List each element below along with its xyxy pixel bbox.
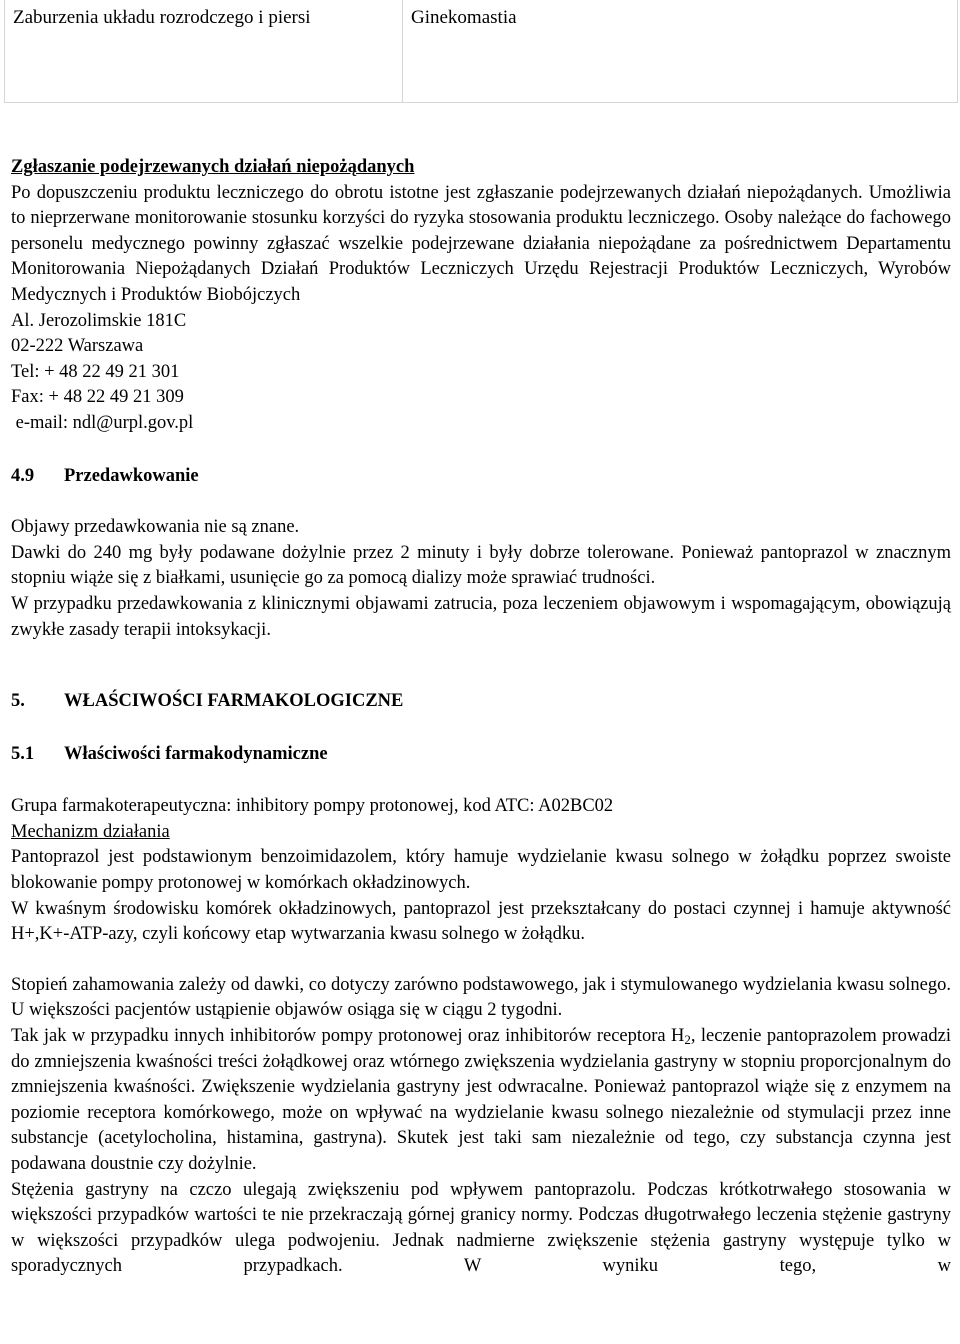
address-line: e-mail: ndl@urpl.gov.pl (11, 412, 194, 433)
overdose-paragraph: W przypadku przedawkowania z klinicznymi objawami zatrucia, poza leczeniem objawowym i wspomagającym, obowiązują zwykłe zasady terapii intoksykacji. (11, 593, 951, 640)
section-5-heading (11, 689, 951, 715)
table-cell-organ-class: Zaburzenia układu rozrodczego i piersi (5, 0, 403, 103)
adverse-reactions-table-row (4, 0, 958, 103)
address-line: Fax: + 48 22 49 21 309 (11, 387, 184, 408)
paragraph-text: , leczenie pantoprazolem prowadzi do zmniejszenia kwaśności treści żołądkowej oraz wtórnego zwiększenia wydzielania gastryny w stopniu proporcjonalnym do zmniejszenia kwaśności. Zwiększenie wydzielania gastryny jest odwracalne. Ponieważ pantoprazol wiąże się z enzymem na poziomie receptora komórkowego, może on wpływać na wydzielanie kwasu solnego niezależnie od stymulacji przez inne substancje (acetylocholina, histamina, gastryna). Skutek jest taki sam niezależnie od tego, czy substancja czynna jest podawana doustnie czy dożylnie. (11, 1026, 951, 1174)
address-line: 02-222 Warszawa (11, 336, 144, 357)
overdose-paragraph: Objawy przedawkowania nie są znane. (11, 517, 300, 538)
pharmacodynamic-paragraph: Stopień zahamowania zależy od dawki, co dotyczy zarówno podstawowego, jak i stymulowanego wydzielania kwasu solnego. U większości pacjentów ustąpienie objawów osiąga się w ciągu 2 tygodni. (11, 974, 951, 1021)
pharmacodynamic-paragraph (11, 1024, 951, 1178)
section-5-1-heading (11, 742, 951, 768)
section-title: WŁAŚCIWOŚCI FARMAKOLOGICZNE (64, 691, 404, 712)
reporting-heading: Zgłaszanie podejrzewanych działań niepożądanych (11, 157, 415, 177)
mechanism-paragraph: W kwaśnym środowisku komórek okładzinowych, pantoprazol jest przekształcany do postaci czynnej i hamuje aktywność H+,K+-ATP-azy, czyli końcowy etap wytwarzania kwasu solnego w żołądku. (11, 898, 951, 945)
pharmacodynamic-paragraph: Stężenia gastryny na czczo ulegają zwiększeniu pod wpływem pantoprazolu. Podczas krótkotrwałego stosowania w większości przypadków wartości te nie przekraczają górnej granicy normy. Podczas długotrwałego leczenia stężenie gastryny w większości przypadków ulega podwojeniu. Jednak nadmierne zwiększenie stężenia gastryny występuje tylko w sporadycznych przypadkach. W wyniku tego, w (11, 1179, 951, 1277)
address-line: Al. Jerozolimskie 181C (11, 310, 187, 331)
section-number: 4.9 (11, 465, 35, 486)
document-body (11, 155, 951, 1280)
section-title: Przedawkowanie (64, 465, 199, 486)
section-number: 5.1 (11, 743, 35, 764)
table-cell-reaction: Ginekomastia (403, 0, 958, 103)
section-title: Właściwości farmakodynamiczne (64, 743, 328, 764)
pharmacotherapeutic-group: Grupa farmakoterapeutyczna: inhibitory pompy protonowej, kod ATC: A02BC02 (11, 796, 614, 817)
section-4-9-heading (11, 464, 951, 490)
subscript: 2 (684, 1032, 691, 1048)
section-number: 5. (11, 691, 25, 712)
paragraph-text: Tak jak w przypadku innych inhibitorów pompy protonowej oraz inhibitorów receptora H (11, 1026, 685, 1047)
address-line: Tel: + 48 22 49 21 301 (11, 361, 180, 382)
mechanism-paragraph: Pantoprazol jest podstawionym benzoimidazolem, który hamuje wydzielanie kwasu solnego w żołądku poprzez swoiste blokowanie pompy protonowej w komórkach okładzinowych. (11, 847, 951, 894)
mechanism-heading: Mechanizm działania (11, 821, 170, 842)
overdose-paragraph: Dawki do 240 mg były podawane dożylnie przez 2 minuty i były dobrze tolerowane. Ponieważ pantoprazol w znacznym stopniu wiąże się z białkami, usunięcie go za pomocą dializy może sprawiać trudności. (11, 542, 951, 589)
reporting-paragraph: Po dopuszczeniu produktu leczniczego do obrotu istotne jest zgłaszanie podejrzewanych działań niepożądanych. Umożliwia to nieprzerwane monitorowanie stosunku korzyści do ryzyka stosowania produktu leczniczego. Osoby należące do fachowego personelu medycznego powinny zgłaszać wszelkie podejrzewane działania niepożądane za pośrednictwem Departamentu Monitorowania Niepożądanych Działań Produktów Leczniczych Urzędu Rejestracji Produktów Leczniczych, Wyrobów Medycznych i Produktów Biobójczych (11, 182, 951, 305)
